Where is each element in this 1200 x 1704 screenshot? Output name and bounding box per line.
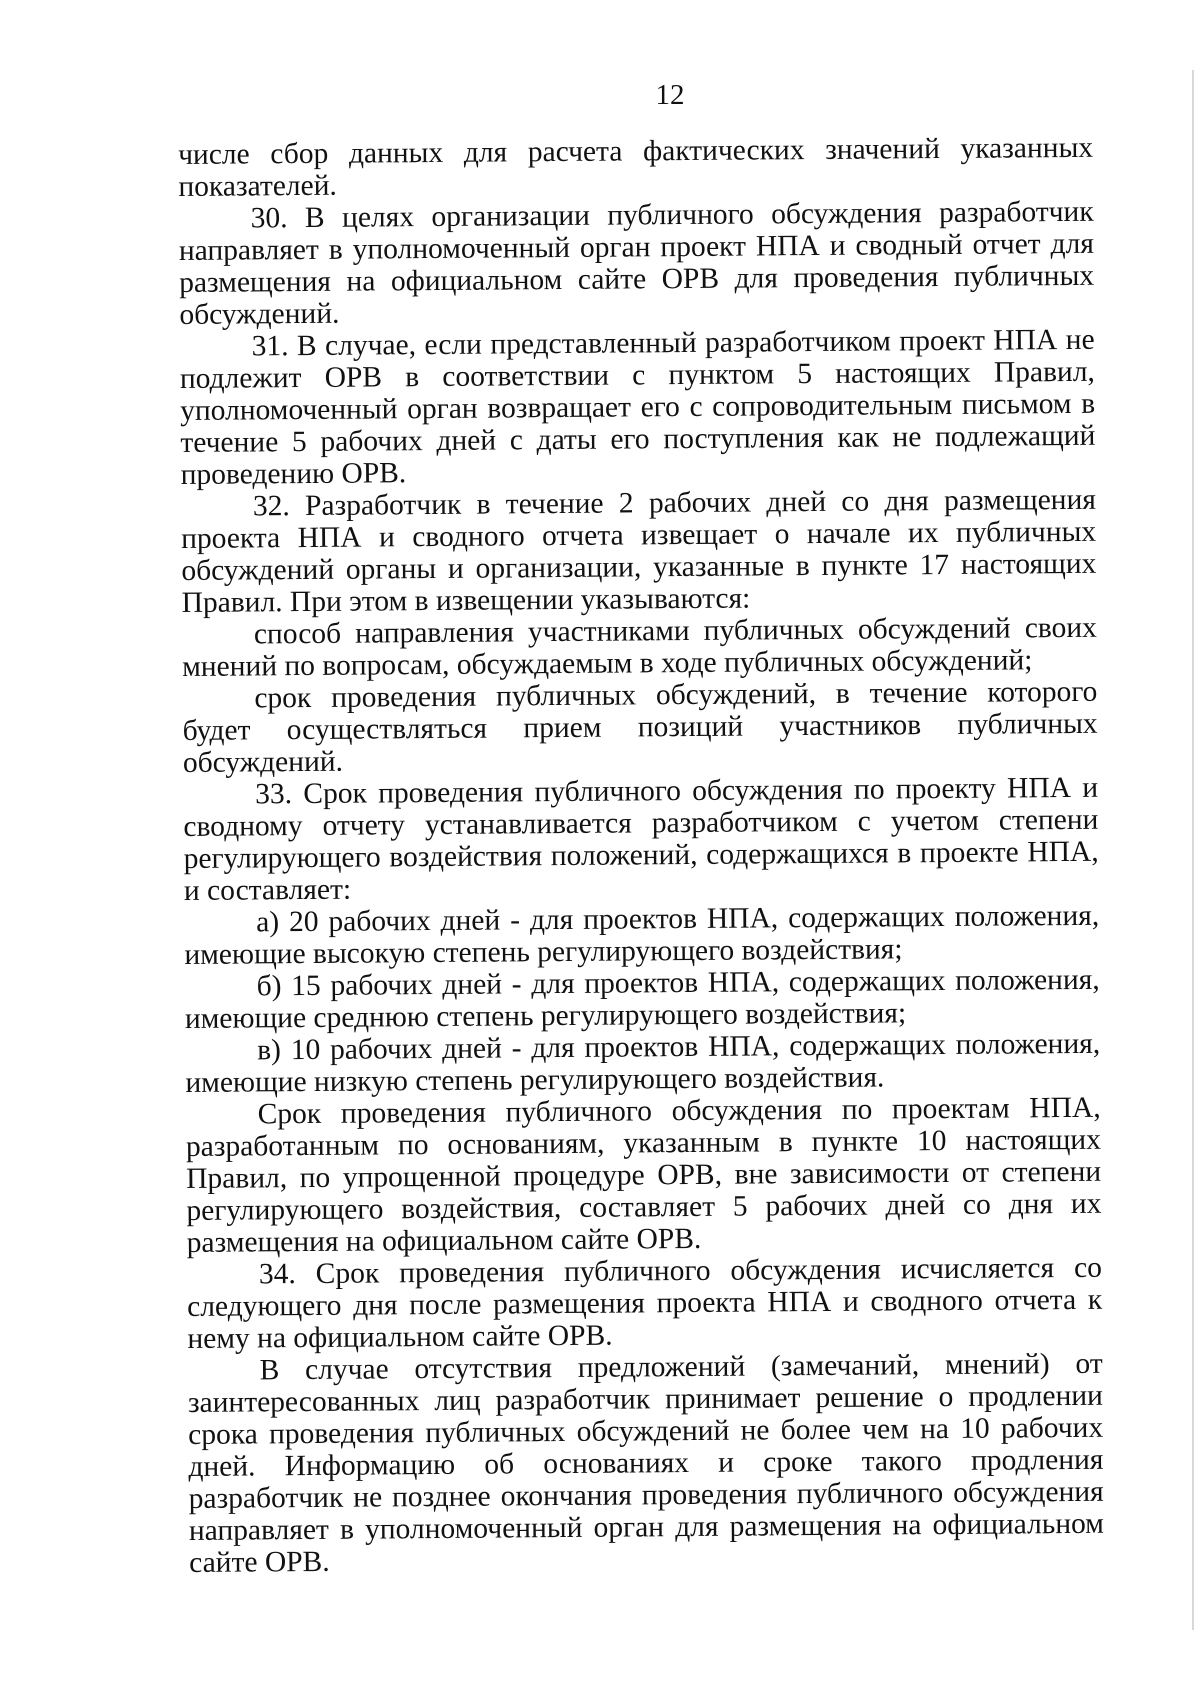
paragraph-33-item-a: а) 20 рабочих дней - для проектов НПА, содержащих положения, имеющие высокую степень регулирующего воздействия; [184,899,1100,971]
paragraph-33: 33. Срок проведения публичного обсуждения по проекту НПА и сводному отчету устанавливается разработчиком с учетом степени регулирующего воздействия положений, содержащихся в проекте НПА, и составляет: [183,771,1099,907]
paragraph-33-item-c: в) 10 рабочих дней - для проектов НПА, содержащих положения, имеющие низкую степень регулирующего воздействия. [185,1027,1101,1099]
paragraph-32: 32. Разработчик в течение 2 рабочих дней со дня размещения проекта НПА и сводного отчета извещает о начале их публичных обсуждений органы и организации, указанные в пункте 17 настоящих Правил. При этом в извещении указываются: [181,483,1097,619]
paragraph-34-extension: В случае отсутствия предложений (замечаний, мнений) от заинтересованных лиц разработчик принимает решение о продлении срока проведения публичных обсуждений не более чем на 10 рабочих дней. Информацию об основаниях и сроке такого продления разработчик не позднее окончания проведения публичного обсуждения направляет в уполномоченный орган для размещения на официальном сайте ОРВ. [187,1347,1105,1579]
paragraph-32-item-term: срок проведения публичных обсуждений, в течение которого будет осуществляться прием позиций участников публичных обсуждений. [182,675,1098,779]
scan-edge-line [1192,70,1194,1630]
paragraph-continuation: числе сбор данных для расчета фактических значений указанных показателей. [178,131,1094,203]
paragraph-33-simplified: Срок проведения публичного обсуждения по проектам НПА, разработанным по основаниям, указанным в пункте 10 настоящих Правил, по упрощенной процедуре ОРВ, вне зависимости от степени регулирующего воздействия, составляет 5 рабочих дней со дня их размещения на официальном сайте ОРВ. [185,1091,1102,1259]
paragraph-34: 34. Срок проведения публичного обсуждения исчисляется со следующего дня после размещения проекта НПА и сводного отчета к нему на официальном сайте ОРВ. [187,1251,1103,1355]
paragraph-31: 31. В случае, если представленный разработчиком проект НПА не подлежит ОРВ в соответствии с пунктом 5 настоящих Правил, уполномоченный орган возвращает его с сопроводительным письмом в течение 5 рабочих дней с даты его поступления как не подлежащий проведению ОРВ. [179,323,1096,491]
page-number: 12 [655,79,685,111]
paragraph-30: 30. В целях организации публичного обсуждения разработчик направляет в уполномоченный орган проект НПА и сводный отчет для размещения на официальном сайте ОРВ для проведения публичных обсуждений. [178,195,1095,331]
paragraph-33-item-b: б) 15 рабочих дней - для проектов НПА, содержащих положения, имеющие среднюю степень регулирующего воздействия; [184,963,1100,1035]
paragraph-32-item-method: способ направления участниками публичных обсуждений своих мнений по вопросам, обсуждаемым в ходе публичных обсуждений; [182,611,1097,683]
document-body [178,132,1104,1579]
